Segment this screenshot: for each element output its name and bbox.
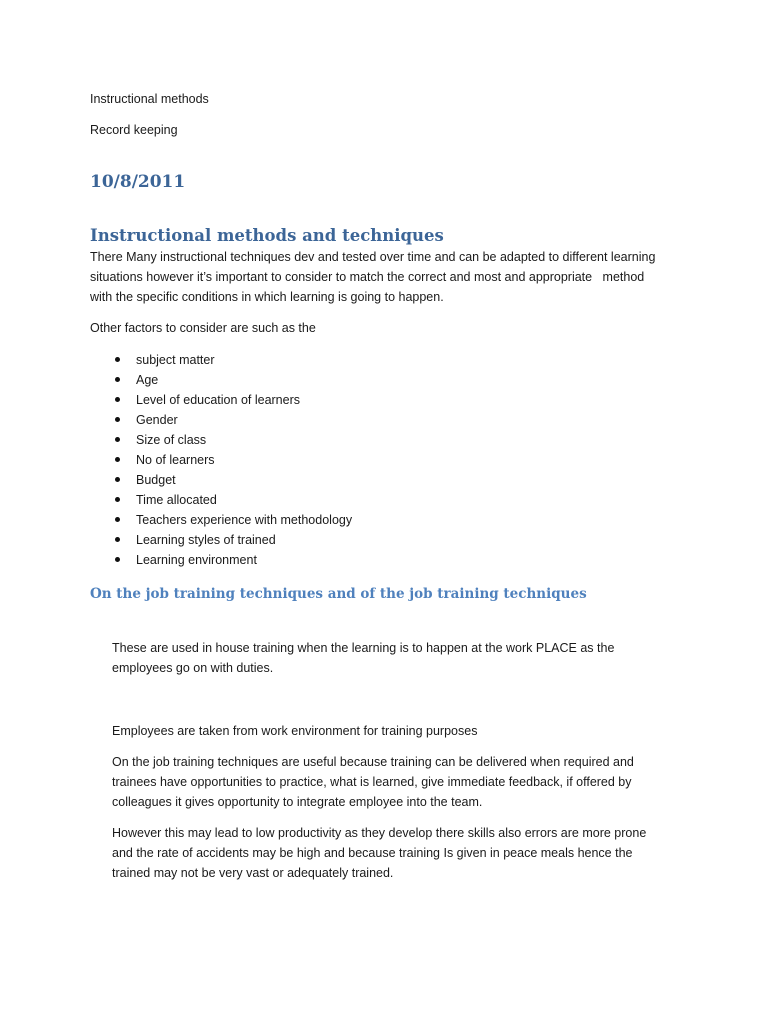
list-item-text: subject matter bbox=[136, 353, 215, 367]
bullet-icon bbox=[115, 457, 120, 462]
bullet-icon bbox=[115, 417, 120, 422]
paragraph-line: colleagues it gives opportunity to integrate employee into the team. bbox=[112, 795, 483, 809]
job-training-paragraph-2: Employees are taken from work environment for training purposes bbox=[112, 724, 478, 738]
list-item bbox=[112, 450, 352, 470]
list-item bbox=[112, 550, 352, 570]
bullet-icon bbox=[115, 437, 120, 442]
paragraph-line: These are used in house training when the learning is to happen at the work PLACE as the bbox=[112, 641, 615, 655]
job-training-paragraph-3 bbox=[112, 752, 634, 812]
bullet-icon bbox=[115, 517, 120, 522]
list-item bbox=[112, 530, 352, 550]
paragraph-line: trainees have opportunities to practice, what is learned, give immediate feedback, if offered by bbox=[112, 775, 632, 789]
list-item bbox=[112, 350, 352, 370]
list-item bbox=[112, 390, 352, 410]
list-item-text: Time allocated bbox=[136, 493, 217, 507]
paragraph-line: On the job training techniques are useful because training can be delivered when required and bbox=[112, 755, 634, 769]
list-item-text: Age bbox=[136, 373, 159, 387]
paragraph-line: employees go on with duties. bbox=[112, 661, 274, 675]
list-item bbox=[112, 410, 352, 430]
paragraph-line: and the rate of accidents may be high and because training Is given in peace meals hence the bbox=[112, 846, 633, 860]
section-title-instructional-methods: Instructional methods and techniques bbox=[90, 226, 444, 245]
job-training-paragraph-1 bbox=[112, 638, 614, 678]
intro-paragraph bbox=[90, 247, 655, 307]
list-item bbox=[112, 510, 352, 530]
list-item-text: Learning styles of trained bbox=[136, 533, 276, 547]
header-line-record-keeping: Record keeping bbox=[90, 123, 178, 137]
list-item bbox=[112, 490, 352, 510]
list-item-text: Teachers experience with methodology bbox=[136, 513, 353, 527]
paragraph-line: There Many instructional techniques dev and tested over time and can be adapted to different learning bbox=[90, 250, 656, 264]
list-item bbox=[112, 470, 352, 490]
list-item-text: Budget bbox=[136, 473, 176, 487]
list-item-text: Level of education of learners bbox=[136, 393, 300, 407]
list-item-text: Gender bbox=[136, 413, 178, 427]
factors-lead-text: Other factors to consider are such as the bbox=[90, 321, 316, 335]
bullet-icon bbox=[115, 357, 120, 362]
job-training-paragraph-4 bbox=[112, 823, 646, 883]
paragraph-line: However this may lead to low productivity as they develop there skills also errors are more prone bbox=[112, 826, 647, 840]
bullet-icon bbox=[115, 377, 120, 382]
paragraph-line: with the specific conditions in which learning is going to happen. bbox=[90, 290, 444, 304]
list-item bbox=[112, 370, 352, 390]
section-title-job-training: On the job training techniques and of the job training techniques bbox=[90, 586, 587, 602]
factors-list bbox=[112, 350, 352, 570]
bullet-icon bbox=[115, 497, 120, 502]
bullet-icon bbox=[115, 477, 120, 482]
bullet-icon bbox=[115, 397, 120, 402]
document-date: 10/8/2011 bbox=[90, 172, 186, 192]
bullet-icon bbox=[115, 557, 120, 562]
header-line-instructional-methods: Instructional methods bbox=[90, 92, 209, 106]
list-item-text: Size of class bbox=[136, 433, 207, 447]
list-item-text: No of learners bbox=[136, 453, 215, 467]
bullet-icon bbox=[115, 537, 120, 542]
list-item bbox=[112, 430, 352, 450]
list-item-text: Learning environment bbox=[136, 553, 257, 567]
paragraph-line: trained may not be very vast or adequately trained. bbox=[112, 866, 394, 880]
paragraph-line: situations however it’s important to consider to match the correct and most and appropriate method bbox=[90, 270, 645, 284]
